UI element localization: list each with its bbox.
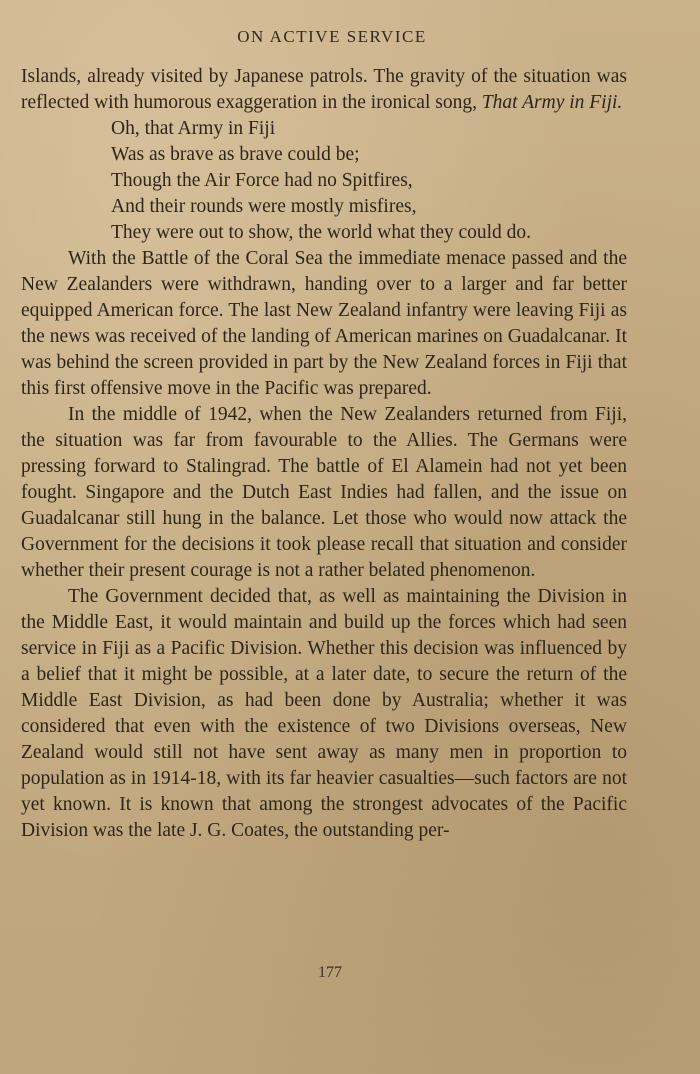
song-title: That Army in Fiji. <box>481 92 623 113</box>
verse-line: And their rounds were mostly misfires, <box>111 196 417 217</box>
song-verse <box>111 116 627 246</box>
page-number: 177 <box>318 964 342 981</box>
paragraph-3: In the middle of 1942, when the New Zealanders returned from Fiji, the situation was far from favourable to the Allies. The Germans were pressing forward to Stalingrad. The battle of El Alamein had not yet been fought. Singapore and the Dutch East Indies had fallen, and the issue on Guadalcanar still hung in the balance. Let those who would now attack the Government for the decisions it took please recall that situation and consider whether their present courage is not a rather belated phenomenon. <box>21 404 627 581</box>
body-text <box>21 64 627 844</box>
verse-line: They were out to show, the world what they could do. <box>111 222 532 243</box>
verse-line: Was as brave as brave could be; <box>111 144 360 165</box>
paragraph-4: The Government decided that, as well as maintaining the Division in the Middle East, it would maintain and build up the forces which had seen service in Fiji as a Pacific Division. Whether this decision was influenced by a belief that it might be possible, at a later date, to secure the return of the Middle East Division, as had been done by Australia; whether it was considered that even with the existence of two Divisions overseas, New Zealand would still not have sent away as many men in proportion to population as in 1914-18, with its far heavier casualties—such factors are not yet known. It is known that among the strongest advocates of the Pacific Division was the late J. G. Coates, the outstanding per- <box>21 586 627 841</box>
running-header: ON ACTIVE SERVICE <box>237 27 427 46</box>
verse-line: Though the Air Force had no Spitfires, <box>111 170 413 191</box>
paragraph-1 <box>21 64 627 116</box>
paragraph-1-text: Islands, already visited by Japanese patrols. The gravity of the situation was reflected with humorous exaggeration in the ironical song, <box>21 66 627 113</box>
paragraph-2: With the Battle of the Coral Sea the immediate menace passed and the New Zealanders were withdrawn, handing over to a larger and far better equipped American force. The last New Zealand infantry were leaving Fiji as the news was received of the landing of American marines on Guadalcanar. It was behind the screen provided in part by the New Zealand forces in Fiji that this first offensive move in the Pacific was prepared. <box>21 248 627 399</box>
verse-line: Oh, that Army in Fiji <box>111 118 276 139</box>
